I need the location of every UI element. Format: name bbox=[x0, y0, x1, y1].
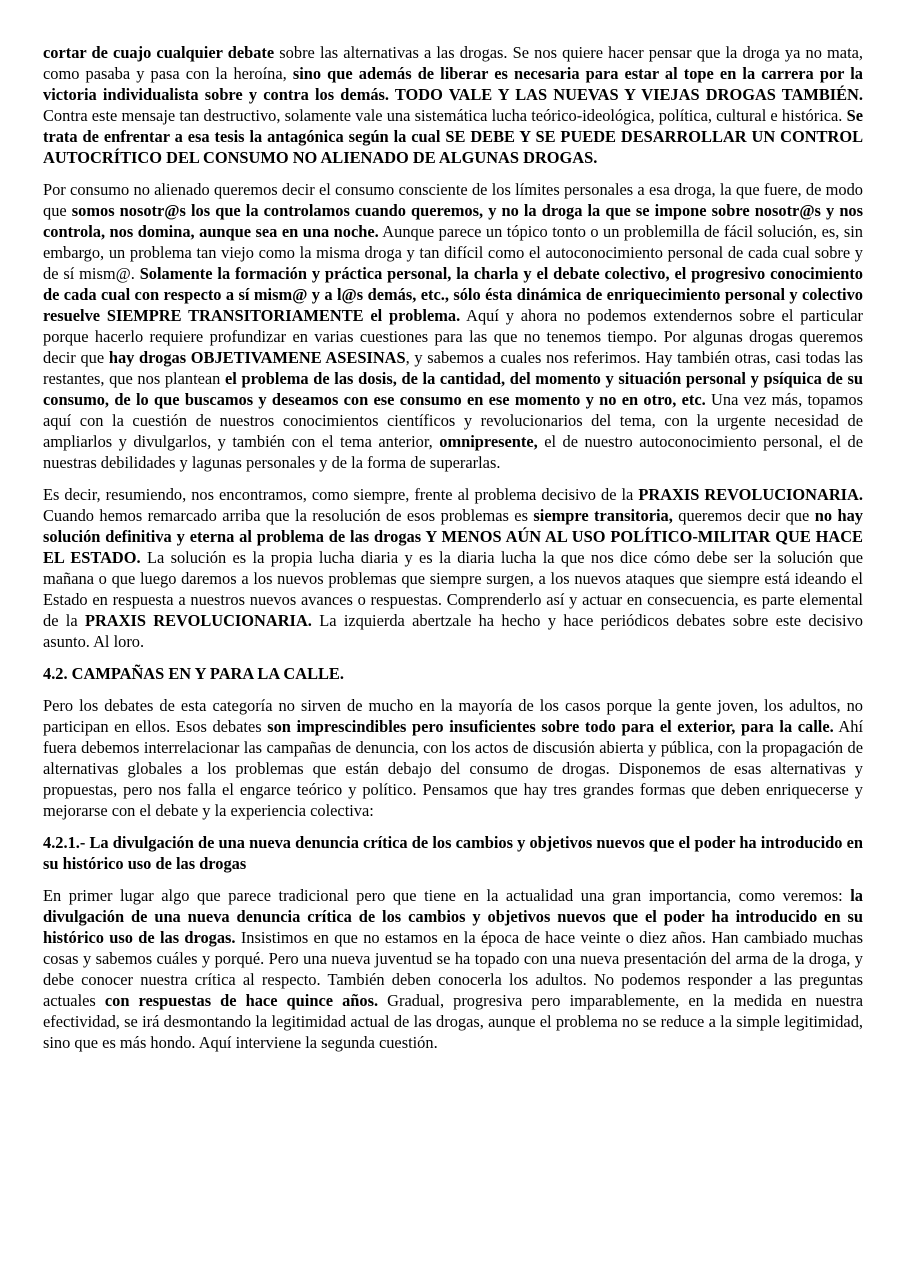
body-text: , y sabemos a cuales nos referimos. Hay también otras, casi todas las restantes, que nos plantean bbox=[43, 348, 863, 388]
bold-text: somos nosotr@s los que la controlamos cuando queremos, y no la droga la que se impone sobre nosotr@s y nos controla, nos domina, aunque sea en una noche. bbox=[43, 201, 864, 241]
body-text: Pero los debates de esta categoría no sirven de mucho en la mayoría de los casos porque la gente joven, los adultos, no participan en ellos. Esos debates bbox=[43, 696, 863, 736]
paragraph-1 bbox=[43, 42, 863, 168]
bold-text: el problema de las dosis, de la cantidad, del momento y situación personal y psíquica de su consumo, de lo que buscamos y deseamos con ese consumo en ese momento y no en otro, etc. bbox=[43, 369, 863, 409]
body-text: La solución es la propia lucha diaria y es la diaria lucha la que nos dice cómo debe ser la solución que mañana o que luego daremos a los nuevos problemas que siempre surgen, a los nuevos ataques que siempre está ideando el Estado en respuesta a nuestros nuevos avances o respuestas. Comprenderlo así y actuar en consecuencia, es parte elemental de la bbox=[43, 548, 863, 630]
bold-text: siempre transitoria, bbox=[533, 506, 673, 525]
bold-text: sino que además de liberar es necesaria para estar al tope en la carrera por la victoria individualista sobre y contra los demás. TODO VALE Y LAS NUEVAS Y VIEJAS DROGAS TAMBIÉN. bbox=[43, 64, 863, 104]
body-text: Cuando hemos remarcado arriba que la resolución de esos problemas es bbox=[43, 506, 534, 525]
section-heading-4-2 bbox=[43, 663, 863, 684]
bold-text: PRAXIS REVOLUCIONARIA. bbox=[84, 611, 312, 630]
bold-text: hay drogas OBJETIVAMENE ASESINAS bbox=[108, 348, 406, 367]
bold-text: cortar de cuajo cualquier debate bbox=[43, 43, 275, 62]
bold-text: omnipresente, bbox=[439, 432, 538, 451]
body-text: Es decir, resumiendo, nos encontramos, como siempre, frente al problema decisivo de la bbox=[43, 485, 639, 504]
document-page bbox=[43, 42, 863, 1064]
bold-text: PRAXIS REVOLUCIONARIA. bbox=[638, 485, 863, 504]
bold-text: Solamente la formación y práctica personal, la charla y el debate colectivo, el progresivo conocimiento de cada cual con respecto a sí mism@ y a l@s demás, etc., sólo ésta dinámica de enriquecimiento personal y colectivo resuelve SIEMPRE TRANSITORIAMENTE el problema. bbox=[43, 264, 863, 325]
paragraph-2 bbox=[43, 179, 863, 473]
body-text: Aunque parece un tópico tonto o un problemilla de fácil solución, es, sin embargo, un problema tan viejo como la misma droga y tan difícil como el autoconocimiento personal de cada cual sobre y de sí mism@. bbox=[43, 222, 863, 283]
paragraph-5 bbox=[43, 885, 863, 1053]
body-text: Insistimos en que no estamos en la época de hace veinte o diez años. Han cambiado muchas cosas y sabemos cuáles y porqué. Pero una nueva juventud se ha topado con una nueva presentación del arma de la droga, y debe conocer nuestra crítica al respecto. También deben conocerla los adultos. No podemos responder a las preguntas actuales bbox=[43, 928, 863, 1010]
heading-text: 4.2. CAMPAÑAS EN Y PARA LA CALLE. bbox=[43, 664, 344, 683]
section-heading-4-2-1 bbox=[43, 832, 863, 874]
body-text: queremos decir que bbox=[672, 506, 815, 525]
body-text: Gradual, progresiva pero imparablemente, en la medida en nuestra efectividad, se irá desmontando la legitimidad actual de las drogas, aunque el problema no se reduce a la simple legitimidad, sino que es más hondo. Aquí interviene la segunda cuestión. bbox=[43, 991, 863, 1052]
bold-text: Se trata de enfrentar a esa tesis la antagónica según la cual SE DEBE Y SE PUEDE DESARROLLAR UN CONTROL AUTOCRÍTICO DEL CONSUMO NO ALIENADO DE ALGUNAS DROGAS. bbox=[43, 106, 863, 167]
body-text: Ahí fuera debemos interrelacionar las campañas de denuncia, con los actos de discusión abierta y pública, con la propagación de alternativas globales a los problemas que están debajo del consumo de drogas. Disponemos de esas alternativas y propuestas, pero nos falla el engarce teórico y político. Pensamos que hay tres grandes formas que deben enriquecerse y mejorarse con el debate y la experiencia colectiva: bbox=[43, 717, 864, 820]
bold-text: con respuestas de hace quince años. bbox=[104, 991, 379, 1010]
body-text: sobre las alternativas a las drogas. Se nos quiere hacer pensar que la droga ya no mata, como pasaba y pasa con la heroína, bbox=[43, 43, 864, 83]
heading-text: 4.2.1.- La divulgación de una nueva denuncia crítica de los cambios y objetivos nuevos que el poder ha introducido en su histórico uso de las drogas bbox=[43, 833, 863, 873]
bold-text: la divulgación de una nueva denuncia crítica de los cambios y objetivos nuevos que el poder ha introducido en su histórico uso de las drogas. bbox=[43, 886, 863, 947]
paragraph-3 bbox=[43, 484, 863, 652]
body-text: Por consumo no alienado queremos decir el consumo consciente de los límites personales a esa droga, la que fuere, de modo que bbox=[43, 180, 863, 220]
body-text: La izquierda abertzale ha hecho y hace periódicos debates sobre este decisivo asunto. Al loro. bbox=[43, 611, 864, 651]
bold-text: son imprescindibles pero insuficientes sobre todo para el exterior, para la calle. bbox=[267, 717, 834, 736]
body-text: En primer lugar algo que parece tradicional pero que tiene en la actualidad una gran importancia, como veremos: bbox=[43, 886, 851, 905]
body-text: Contra este mensaje tan destructivo, solamente vale una sistemática lucha teórico-ideológica, política, cultural e histórica. bbox=[43, 106, 847, 125]
body-text: Una vez más, topamos aquí con la cuestión de nuestros conocimientos científicos y revolucionarios del tema, con la urgente necesidad de ampliarlos y divulgarlos, y también con el tema anterior, bbox=[43, 390, 863, 451]
body-text: el de nuestro autoconocimiento personal, el de nuestras debilidades y lagunas personales y de la forma de superarlas. bbox=[43, 432, 864, 472]
body-text: Aquí y ahora no podemos extendernos sobre el particular porque hacerlo requiere profundizar en varias cuestiones para las que no tenemos tiempo. Por algunas drogas queremos decir que bbox=[43, 306, 863, 367]
bold-text: no hay solución definitiva y eterna al problema de las drogas Y MENOS AÚN AL USO POLÍTICO-MILITAR QUE HACE EL ESTADO. bbox=[43, 506, 863, 567]
paragraph-4 bbox=[43, 695, 863, 821]
